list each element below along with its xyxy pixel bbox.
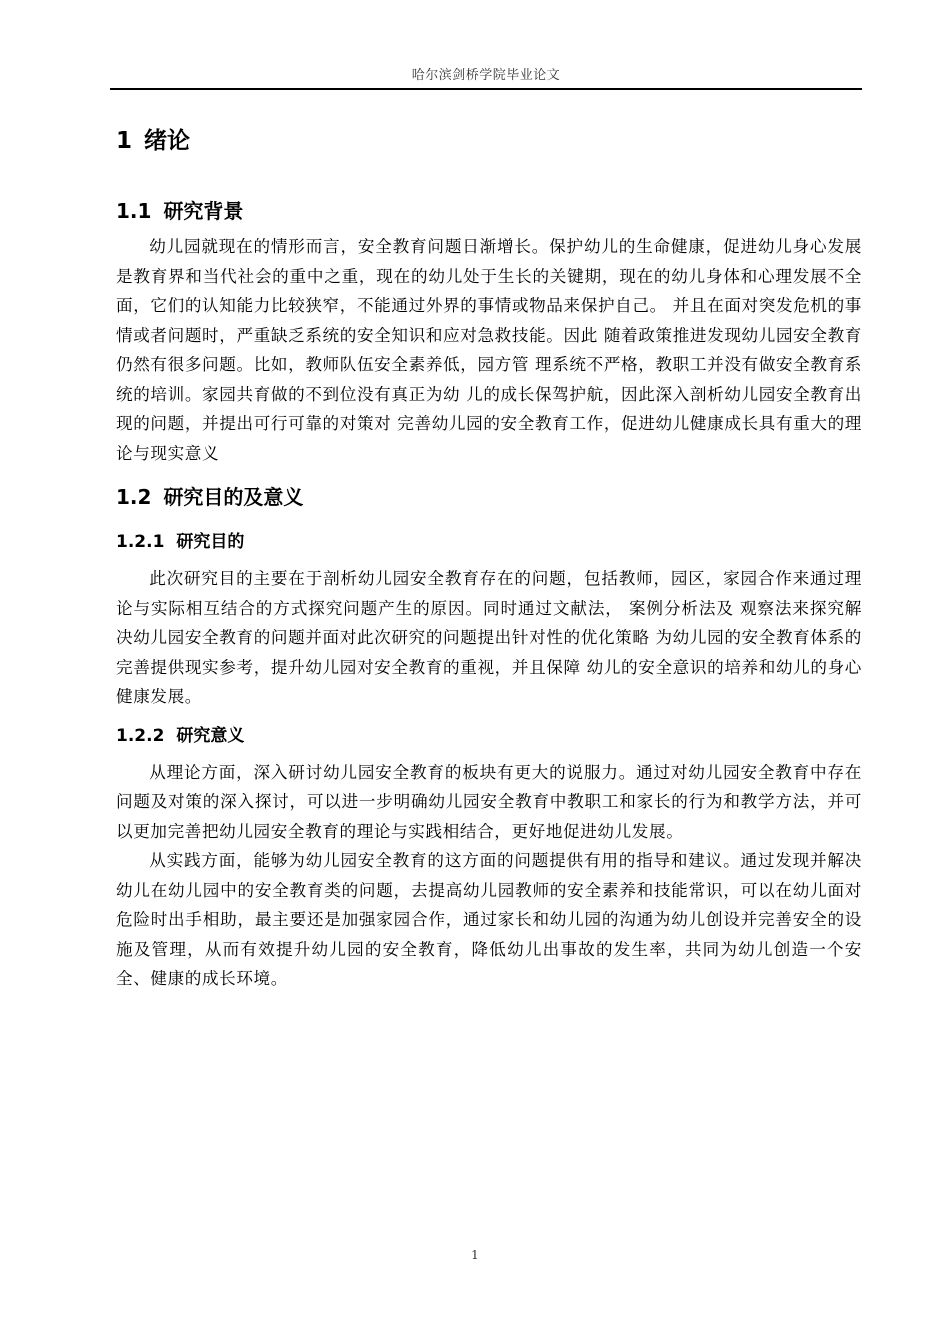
subsection-number: 1.2.1 (116, 532, 165, 552)
header-rule (110, 88, 862, 90)
paragraph-significance-theory: 从理论方面，深入研讨幼儿园安全教育的板块有更大的说服力。通过对幼儿园安全教育中存在问题及对策的深入探讨，可以进一步明确幼儿园安全教育中教职工和家长的行为和教学方法，并可以更加完善把幼儿园安全教育的理论与实践相结合，更好地促进幼儿发展。 (116, 762, 862, 841)
spacer (116, 468, 862, 478)
running-header: 哈尔滨剑桥学院毕业论文 (411, 68, 561, 83)
subsection-heading-1-2-2 (116, 718, 862, 754)
section-heading-1-2 (116, 478, 862, 516)
section-number: 1.2 (116, 485, 152, 509)
section-heading-1-1 (116, 192, 862, 230)
paragraph-significance-practice: 从实践方面，能够为幼儿园安全教育的这方面的问题提供有用的指导和建议。通过发现并解决幼儿在幼儿园中的安全教育类的问题，去提高幼儿园教师的安全素养和技能常识，可以在幼儿面对危险时出手相助，最主要还是加强家园合作，通过家长和幼儿园的沟通为幼儿创设并完善安全的设施及管理，从而有效提升幼儿园的安全教育，降低幼儿出事故的发生率，共同为幼儿创造一个安全、健康的成长环境。 (116, 851, 862, 988)
paragraph-background: 幼儿园就现在的情形而言，安全教育问题日渐增长。保护幼儿的生命健康，促进幼儿身心发展是教育界和当代社会的重中之重，现在的幼儿处于生长的关键期，现在的幼儿身体和心理发展不全面，它们的认知能力比较狭窄，不能通过外界的事情或物品来保护自己。 并且在面对突发危机的事情或者问题时，严重缺乏系统的安全知识和应对急救技能。因此 随着政策推进发现幼儿园安全教育仍然有很多问题。比如，教师队伍安全素养低，园方管 理系统不严格，教职工并没有做安全教育系统的培训。家园共育做的不到位没有真正为幼 儿的成长保驾护航，因此深入剖析幼儿园安全教育出现的问题，并提出可行可靠的对策对 完善幼儿园的安全教育工作，促进幼儿健康成长具有重大的理论与现实意义 (116, 237, 862, 463)
subsection-number: 1.2.2 (116, 725, 165, 746)
chapter-heading (116, 118, 862, 164)
subsection-title: 研究目的 (176, 532, 245, 552)
subsection-heading-1-2-1 (116, 524, 862, 560)
chapter-number: 1 (116, 128, 133, 154)
subsection-title: 研究意义 (176, 725, 245, 746)
paragraph-purpose: 此次研究目的主要在于剖析幼儿园安全教育存在的问题，包括教师，园区，家园合作来通过理论与实际相互结合的方式探究问题产生的原因。同时通过文献法， 案例分析法及 观察法来探究解决幼儿园安全教育的问题并面对此次研究的问题提出针对性的优化策略 为幼儿园的安全教育体系的完善提供现实参考，提升幼儿园对安全教育的重视，并且保障 幼儿的安全意识的培养和幼儿的身心健康发展。 (116, 569, 862, 706)
page-number: 1 (471, 1248, 479, 1262)
section-title: 研究背景 (163, 199, 244, 223)
chapter-title: 绪论 (144, 128, 191, 154)
page-body (116, 118, 862, 994)
section-title: 研究目的及意义 (163, 485, 304, 509)
section-number: 1.1 (116, 199, 152, 223)
